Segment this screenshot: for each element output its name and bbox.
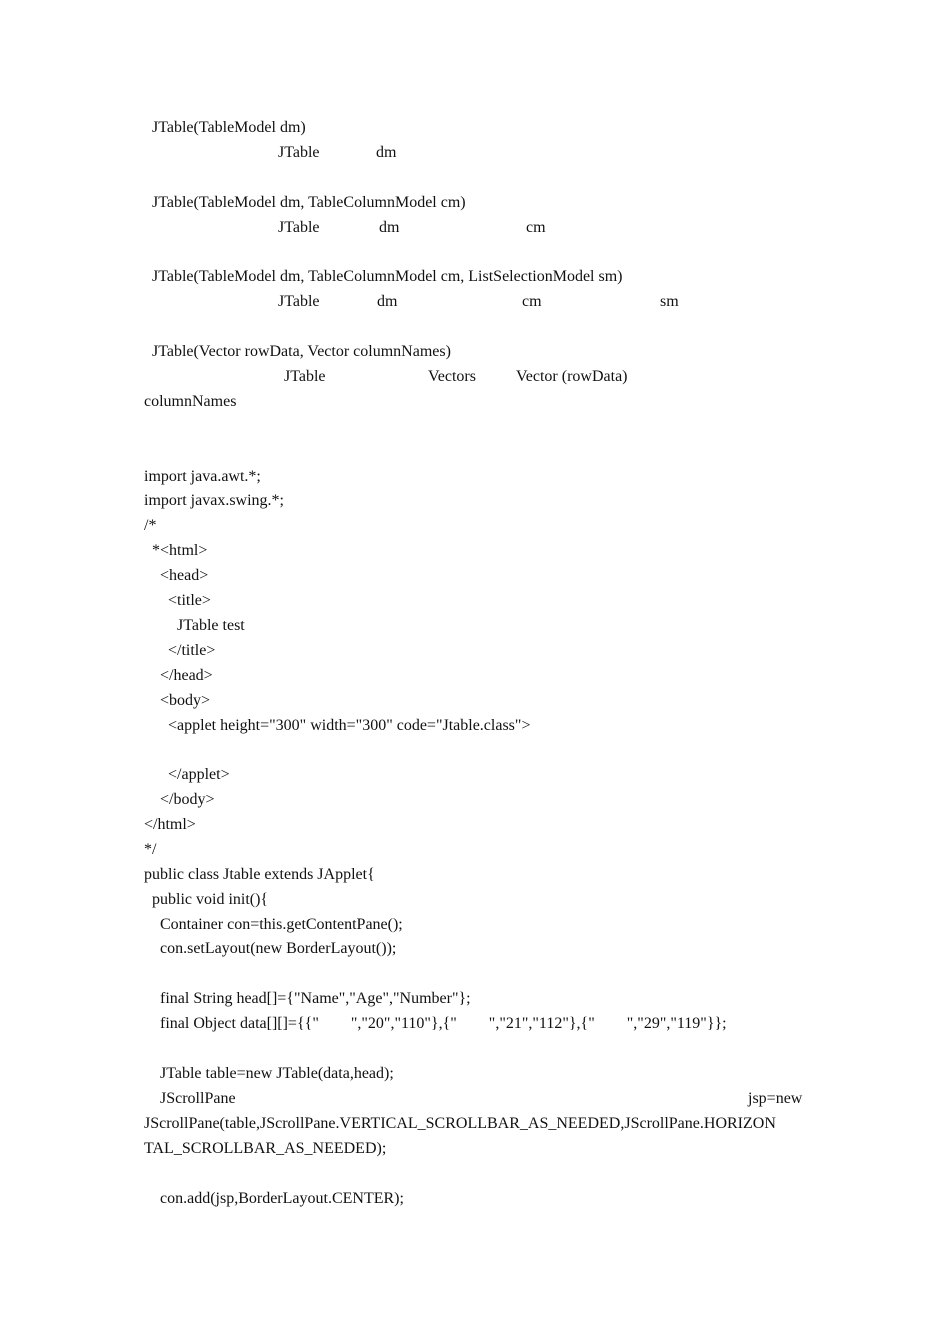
- code-line: TAL_SCROLLBAR_AS_NEEDED);: [144, 1140, 387, 1157]
- code-line: </html>: [144, 816, 196, 833]
- code-line: <head>: [160, 567, 209, 584]
- code-line: <applet height="300" width="300" code="Jtable.class">: [168, 717, 531, 734]
- code-line: JTable test: [177, 617, 245, 634]
- code-line: */: [144, 841, 157, 858]
- code-line: /*: [144, 517, 157, 534]
- constructor-desc-term: sm: [660, 293, 679, 310]
- code-line: JScrollPane: [160, 1090, 236, 1107]
- constructor-desc-term: dm: [376, 144, 397, 161]
- constructor-desc-term: JTable: [278, 219, 320, 236]
- constructor-signature: JTable(TableModel dm): [152, 119, 306, 136]
- constructor-desc-term: cm: [522, 293, 542, 310]
- code-line: jsp=new: [748, 1090, 803, 1107]
- constructor-desc-term: Vector (rowData): [516, 368, 628, 385]
- constructor-desc-term: JTable: [278, 144, 320, 161]
- constructor-signature: JTable(TableModel dm, TableColumnModel cm, ListSelectionModel sm): [152, 268, 623, 285]
- constructor-signature: JTable(TableModel dm, TableColumnModel cm): [152, 194, 466, 211]
- code-line: </head>: [160, 667, 213, 684]
- code-line: Container con=this.getContentPane();: [160, 916, 403, 933]
- code-line: public void init(){: [152, 891, 269, 908]
- code-line: JScrollPane(table,JScrollPane.VERTICAL_SCROLLBAR_AS_NEEDED,JScrollPane.HORIZON: [144, 1115, 776, 1132]
- code-line: <title>: [168, 592, 211, 609]
- code-line: final String head[]={"Name","Age","Number"};: [160, 990, 471, 1007]
- code-line: con.add(jsp,BorderLayout.CENTER);: [160, 1190, 404, 1207]
- constructor-signature: JTable(Vector rowData, Vector columnNames): [152, 343, 451, 360]
- code-line: </title>: [168, 642, 216, 659]
- constructor-desc-term: dm: [379, 219, 400, 236]
- code-line: final Object data[][]={{" ","20","110"},{" ","21","112"},{" ","29","119"}};: [160, 1015, 727, 1032]
- constructor-desc-term: Vectors: [428, 368, 476, 385]
- code-line: import java.awt.*;: [144, 468, 261, 485]
- constructor-desc-term: JTable: [278, 293, 320, 310]
- constructor-desc-term: JTable: [284, 368, 326, 385]
- constructor-desc-term: dm: [377, 293, 398, 310]
- constructor-desc-term: cm: [526, 219, 546, 236]
- code-line: public class Jtable extends JApplet{: [144, 866, 375, 883]
- code-line: *<html>: [152, 542, 208, 559]
- code-line: <body>: [160, 692, 211, 709]
- code-line: </applet>: [168, 766, 230, 783]
- code-line: </body>: [160, 791, 215, 808]
- code-line: JTable table=new JTable(data,head);: [160, 1065, 394, 1082]
- constructor-desc-term: columnNames: [144, 393, 237, 410]
- code-line: import javax.swing.*;: [144, 492, 284, 509]
- code-line: con.setLayout(new BorderLayout());: [160, 940, 397, 957]
